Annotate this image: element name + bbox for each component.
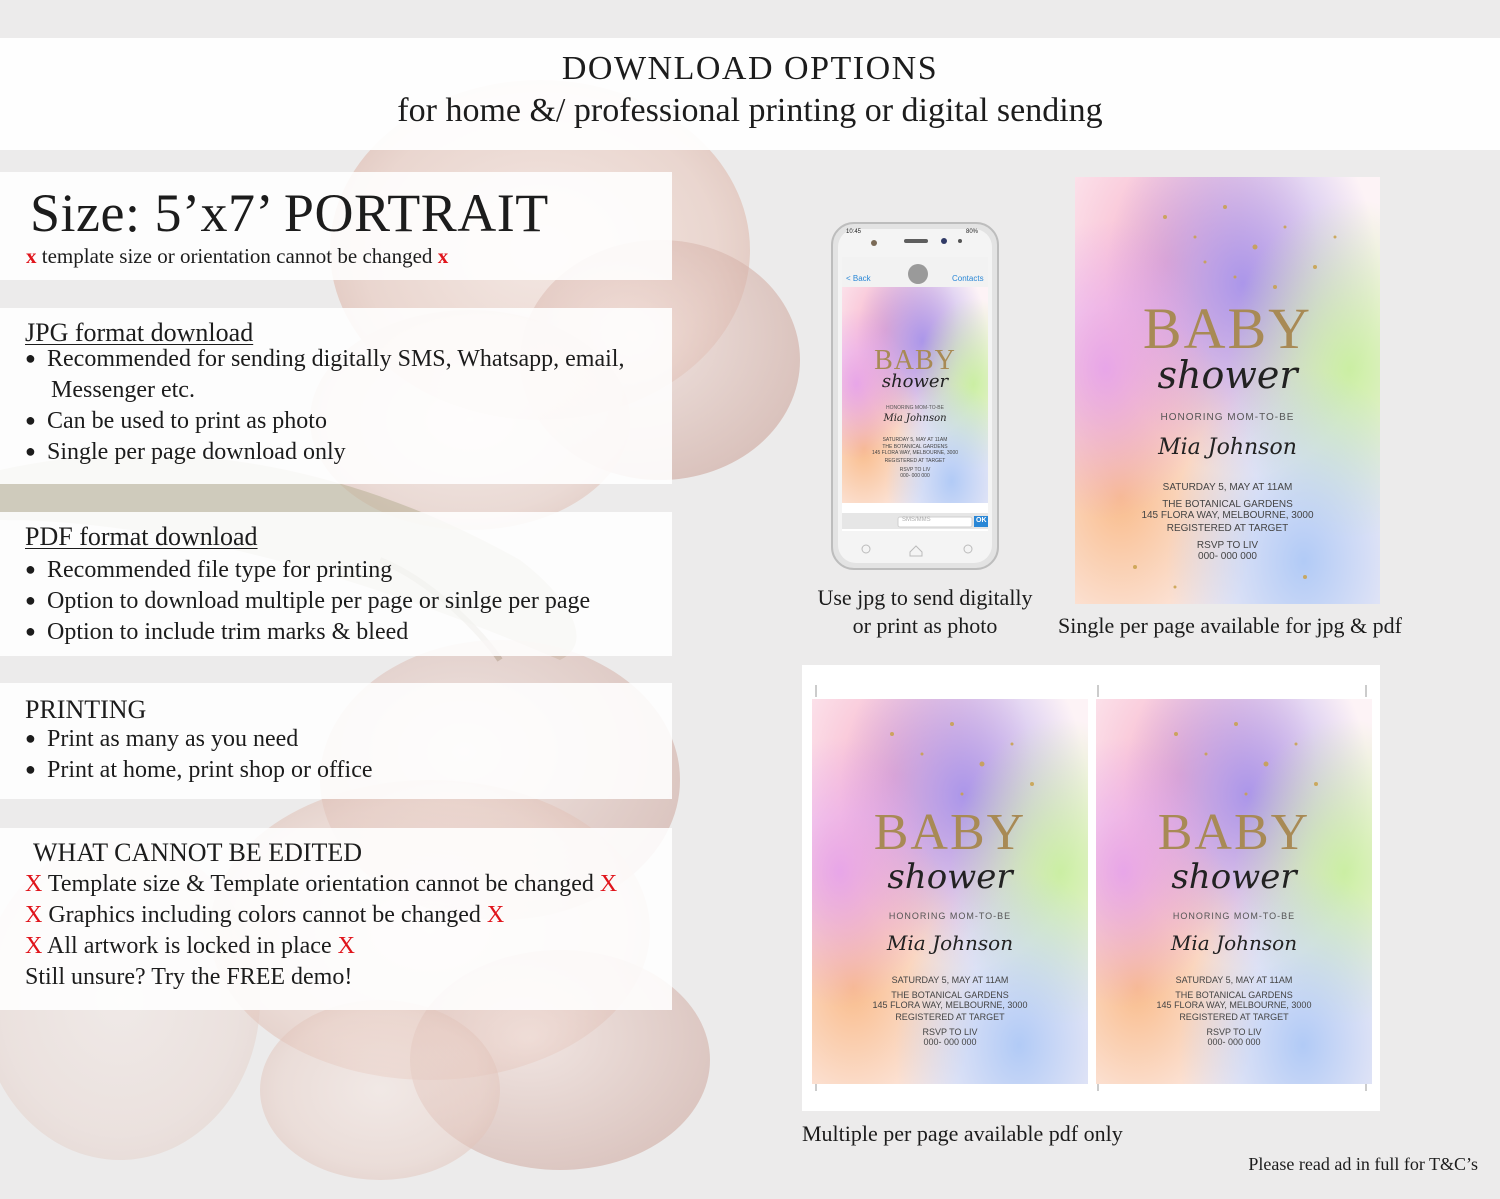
multiple-caption: Multiple per page available pdf only bbox=[802, 1121, 1123, 1146]
invite-phone: 000- 000 000 bbox=[923, 1037, 977, 1047]
invite-name: Mia Johnson bbox=[1170, 931, 1298, 955]
bullet-icon: ● bbox=[25, 759, 36, 779]
invite-name: Mia Johnson bbox=[883, 413, 947, 424]
invite-phone: 000- 000 000 bbox=[1207, 1037, 1261, 1047]
invite-rsvp: RSVP TO LIV bbox=[922, 1027, 978, 1037]
invite-rsvp: RSVP TO LIV bbox=[1206, 1027, 1262, 1037]
list-item: X Graphics including colors cannot be changed X bbox=[25, 902, 505, 928]
jpg-caption bbox=[800, 584, 1050, 640]
invite-date: SATURDAY 5, MAY AT 11AM bbox=[882, 437, 948, 443]
invite-shower-text: shower bbox=[1157, 353, 1298, 397]
list-item: Messenger etc. bbox=[51, 377, 195, 403]
invite-date: SATURDAY 5, MAY AT 11AM bbox=[891, 975, 1009, 985]
page-subtitle: for home &/ professional printing or digital sending bbox=[397, 92, 1103, 129]
list-item: ● Can be used to print as photo bbox=[25, 408, 327, 434]
single-invitation-card bbox=[1075, 177, 1380, 604]
red-x-mark: X bbox=[337, 933, 355, 959]
bullet-icon: ● bbox=[25, 590, 36, 610]
jpg-section-title: JPG format download bbox=[25, 318, 254, 347]
jpg-caption-line2: or print as photo bbox=[852, 613, 998, 638]
invite-venue: THE BOTANICAL GARDENS bbox=[882, 444, 948, 450]
list-item: X All artwork is locked in place X bbox=[25, 933, 355, 959]
phone-invitation bbox=[842, 287, 988, 503]
multi-invitation-card-left bbox=[812, 699, 1088, 1084]
single-caption: Single per page available for jpg & pdf bbox=[1058, 613, 1402, 638]
list-item: ● Option to include trim marks & bleed bbox=[25, 619, 409, 645]
header-banner bbox=[0, 38, 1500, 150]
demo-text: Still unsure? Try the FREE demo! bbox=[25, 964, 353, 990]
invite-registry: REGISTERED AT TARGET bbox=[1166, 523, 1289, 534]
list-item: ● Recommended for sending digitally SMS, Whatsapp, email, bbox=[25, 346, 625, 372]
invite-rsvp: RSVP TO LIV bbox=[899, 467, 931, 473]
page-title: DOWNLOAD OPTIONS bbox=[561, 50, 939, 87]
invite-registry: REGISTERED AT TARGET bbox=[895, 1012, 1005, 1022]
pdf-section-title: PDF format download bbox=[25, 522, 258, 551]
invite-honoring: HONORING MOM-TO-BE bbox=[1172, 911, 1296, 921]
invite-date: SATURDAY 5, MAY AT 11AM bbox=[1175, 975, 1293, 985]
edit-restrictions-panel bbox=[0, 828, 672, 1010]
invite-baby-text: BABY bbox=[874, 345, 956, 376]
invite-honoring: HONORING MOM-TO-BE bbox=[1160, 412, 1295, 423]
list-item: X Template size & Template orientation cannot be changed X bbox=[25, 871, 618, 897]
invite-address: 145 FLORA WAY, MELBOURNE, 3000 bbox=[1156, 1000, 1312, 1010]
invite-registry: REGISTERED AT TARGET bbox=[884, 458, 946, 464]
invite-venue: THE BOTANICAL GARDENS bbox=[1162, 499, 1293, 510]
red-x-mark: X bbox=[25, 933, 43, 959]
red-x-mark: x bbox=[437, 244, 449, 268]
invite-honoring: HONORING MOM-TO-BE bbox=[888, 911, 1012, 921]
footer-note: Please read ad in full for T&C’s bbox=[1248, 1154, 1478, 1174]
invite-date: SATURDAY 5, MAY AT 11AM bbox=[1162, 482, 1293, 493]
back-link[interactable]: < Back bbox=[846, 274, 871, 283]
invite-shower-text: shower bbox=[887, 857, 1013, 897]
multi-invitation-card-right bbox=[1096, 699, 1372, 1084]
edit-section-title: WHAT CANNOT BE EDITED bbox=[33, 838, 363, 867]
invite-address: 145 FLORA WAY, MELBOURNE, 3000 bbox=[871, 450, 959, 456]
invite-baby-text: BABY bbox=[1157, 804, 1311, 861]
invite-phone: 000- 000 000 bbox=[1198, 551, 1257, 562]
invite-address: 145 FLORA WAY, MELBOURNE, 3000 bbox=[872, 1000, 1028, 1010]
pdf-panel bbox=[0, 512, 672, 656]
invite-phone: 000- 000 000 bbox=[900, 473, 930, 479]
invite-venue: THE BOTANICAL GARDENS bbox=[1175, 990, 1293, 1000]
size-panel bbox=[0, 172, 672, 280]
bullet-icon: ● bbox=[25, 621, 36, 641]
list-item: ● Single per page download only bbox=[25, 439, 346, 465]
list-item: ● Option to download multiple per page or sinlge per page bbox=[25, 588, 591, 614]
invite-name: Mia Johnson bbox=[886, 931, 1014, 955]
sms-input[interactable]: SMS/MMS bbox=[902, 517, 931, 523]
invite-name: Mia Johnson bbox=[1158, 435, 1297, 460]
list-item: ● Print at home, print shop or office bbox=[25, 757, 373, 783]
size-title: Size: 5’x7’ PORTRAIT bbox=[30, 183, 549, 243]
red-x-mark: X bbox=[486, 902, 505, 928]
bullet-icon: ● bbox=[25, 728, 36, 748]
red-x-mark: X bbox=[599, 871, 618, 897]
jpg-panel bbox=[0, 308, 672, 484]
size-note bbox=[26, 244, 448, 269]
size-note-text: template size or orientation cannot be changed bbox=[41, 244, 433, 268]
bullet-icon: ● bbox=[25, 441, 36, 461]
list-item: ● Recommended file type for printing bbox=[25, 557, 393, 583]
invite-rsvp: RSVP TO LIV bbox=[1196, 540, 1259, 551]
invite-shower-text: shower bbox=[881, 371, 949, 392]
printing-section-title: PRINTING bbox=[25, 695, 147, 724]
invite-address: 145 FLORA WAY, MELBOURNE, 3000 bbox=[1141, 510, 1314, 521]
phone-time: 10:45 bbox=[846, 229, 862, 235]
red-x-mark: X bbox=[25, 871, 43, 897]
red-x-mark: x bbox=[26, 244, 37, 268]
invite-baby-text: BABY bbox=[1142, 296, 1313, 361]
printing-panel bbox=[0, 683, 672, 799]
ok-button[interactable]: OK bbox=[976, 517, 987, 524]
bullet-icon: ● bbox=[25, 348, 36, 368]
phone-battery: 80% bbox=[966, 229, 979, 235]
contacts-link[interactable]: Contacts bbox=[952, 274, 984, 283]
invite-shower-text: shower bbox=[1171, 857, 1297, 897]
bullet-icon: ● bbox=[25, 410, 36, 430]
invite-registry: REGISTERED AT TARGET bbox=[1179, 1012, 1289, 1022]
bullet-icon: ● bbox=[25, 559, 36, 579]
invite-honoring: HONORING MOM-TO-BE bbox=[886, 405, 944, 411]
invite-venue: THE BOTANICAL GARDENS bbox=[891, 990, 1009, 1000]
phone-mockup bbox=[830, 221, 1000, 571]
list-item: ● Print as many as you need bbox=[25, 726, 299, 752]
invite-baby-text: BABY bbox=[873, 804, 1027, 861]
red-x-mark: X bbox=[25, 902, 43, 928]
jpg-caption-line1: Use jpg to send digitally bbox=[817, 585, 1033, 610]
